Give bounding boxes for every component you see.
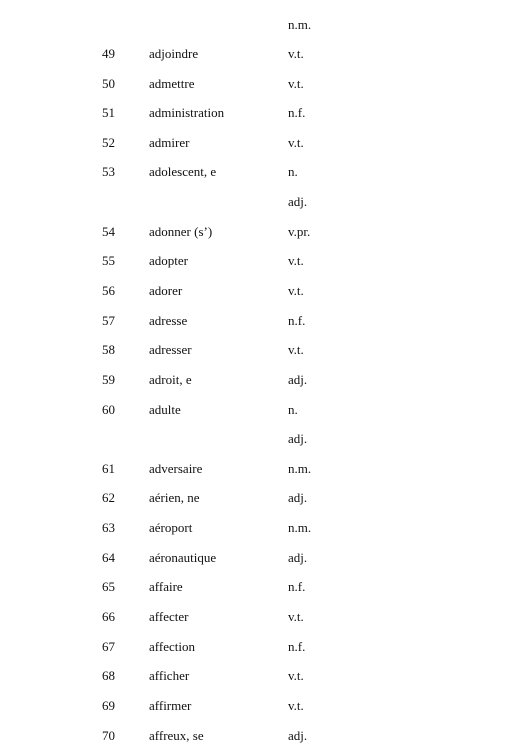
entry-number: 67 (102, 639, 115, 654)
entry-number: 58 (102, 342, 115, 357)
entry-word: adulte (149, 402, 181, 417)
entry-word: adresser (149, 342, 192, 357)
entry-row (0, 340, 525, 360)
entry-number: 64 (102, 550, 115, 565)
entry-row (0, 103, 525, 123)
entry-part-of-speech: v.t. (288, 668, 304, 683)
entry-word: adversaire (149, 461, 203, 476)
entry-row (0, 222, 525, 242)
entry-row (0, 162, 525, 182)
entry-number: 49 (102, 46, 115, 61)
entry-row (0, 726, 525, 746)
entry-word: admettre (149, 76, 195, 91)
entry-word: adjoindre (149, 46, 199, 61)
entry-part-of-speech: n.m. (288, 520, 312, 535)
entry-word: aéroport (149, 520, 193, 535)
entry-word: adonner (s’) (149, 224, 213, 239)
entry-number: 57 (102, 313, 115, 328)
entry-number: 62 (102, 490, 115, 505)
entry-number: 54 (102, 224, 115, 239)
entry-word: afficher (149, 668, 190, 683)
entry-row (0, 15, 525, 35)
entry-row (0, 192, 525, 212)
entry-row (0, 577, 525, 597)
entry-word: adopter (149, 253, 188, 268)
entry-part-of-speech: v.pr. (288, 224, 311, 239)
entry-word: adresse (149, 313, 188, 328)
entry-number: 70 (102, 728, 115, 743)
entry-word: aéronautique (149, 550, 217, 565)
entry-word: affirmer (149, 698, 192, 713)
entry-number: 55 (102, 253, 115, 268)
entry-word: affreux, se (149, 728, 204, 743)
entry-word: affection (149, 639, 195, 654)
entry-row (0, 251, 525, 271)
entry-number: 53 (102, 164, 115, 179)
entry-number: 50 (102, 76, 115, 91)
entry-word: adroit, e (149, 372, 192, 387)
entry-number: 52 (102, 135, 115, 150)
entry-word: admirer (149, 135, 190, 150)
entry-part-of-speech: n.f. (288, 313, 306, 328)
entry-part-of-speech: n.m. (288, 461, 312, 476)
entry-row (0, 488, 525, 508)
entry-part-of-speech: n.m. (288, 17, 312, 32)
entry-word: affaire (149, 579, 183, 594)
entry-part-of-speech: v.t. (288, 698, 304, 713)
entry-row (0, 44, 525, 64)
entry-part-of-speech: v.t. (288, 253, 304, 268)
entry-row (0, 607, 525, 627)
entry-word: aérien, ne (149, 490, 200, 505)
entry-word: affecter (149, 609, 189, 624)
entry-part-of-speech: n.f. (288, 579, 306, 594)
entry-number: 60 (102, 402, 115, 417)
entry-row (0, 518, 525, 538)
entry-number: 63 (102, 520, 115, 535)
entry-part-of-speech: adj. (288, 431, 308, 446)
entry-word: administration (149, 105, 225, 120)
entry-part-of-speech: adj. (288, 728, 308, 743)
entry-number: 69 (102, 698, 115, 713)
entry-part-of-speech: v.t. (288, 283, 304, 298)
entry-part-of-speech: adj. (288, 490, 308, 505)
entry-part-of-speech: adj. (288, 550, 308, 565)
entry-part-of-speech: v.t. (288, 76, 304, 91)
entry-part-of-speech: v.t. (288, 342, 304, 357)
entry-row (0, 74, 525, 94)
entry-row (0, 666, 525, 686)
entry-part-of-speech: n. (288, 402, 298, 417)
entry-row (0, 133, 525, 153)
entry-number: 59 (102, 372, 115, 387)
entry-number: 51 (102, 105, 115, 120)
entry-row (0, 429, 525, 449)
entry-row (0, 637, 525, 657)
entry-row (0, 311, 525, 331)
entry-word: adolescent, e (149, 164, 217, 179)
entry-part-of-speech: adj. (288, 372, 308, 387)
entry-number: 65 (102, 579, 115, 594)
entry-row (0, 370, 525, 390)
entry-number: 66 (102, 609, 115, 624)
entry-row (0, 696, 525, 716)
entry-part-of-speech: v.t. (288, 609, 304, 624)
entry-word: adorer (149, 283, 183, 298)
entry-part-of-speech: v.t. (288, 46, 304, 61)
entry-row (0, 400, 525, 420)
entry-row (0, 548, 525, 568)
entry-number: 68 (102, 668, 115, 683)
entry-part-of-speech: n.f. (288, 639, 306, 654)
entry-part-of-speech: n.f. (288, 105, 306, 120)
entry-row (0, 459, 525, 479)
entry-part-of-speech: adj. (288, 194, 308, 209)
entry-part-of-speech: v.t. (288, 135, 304, 150)
entry-row (0, 281, 525, 301)
entry-number: 56 (102, 283, 115, 298)
entry-number: 61 (102, 461, 115, 476)
entry-part-of-speech: n. (288, 164, 298, 179)
